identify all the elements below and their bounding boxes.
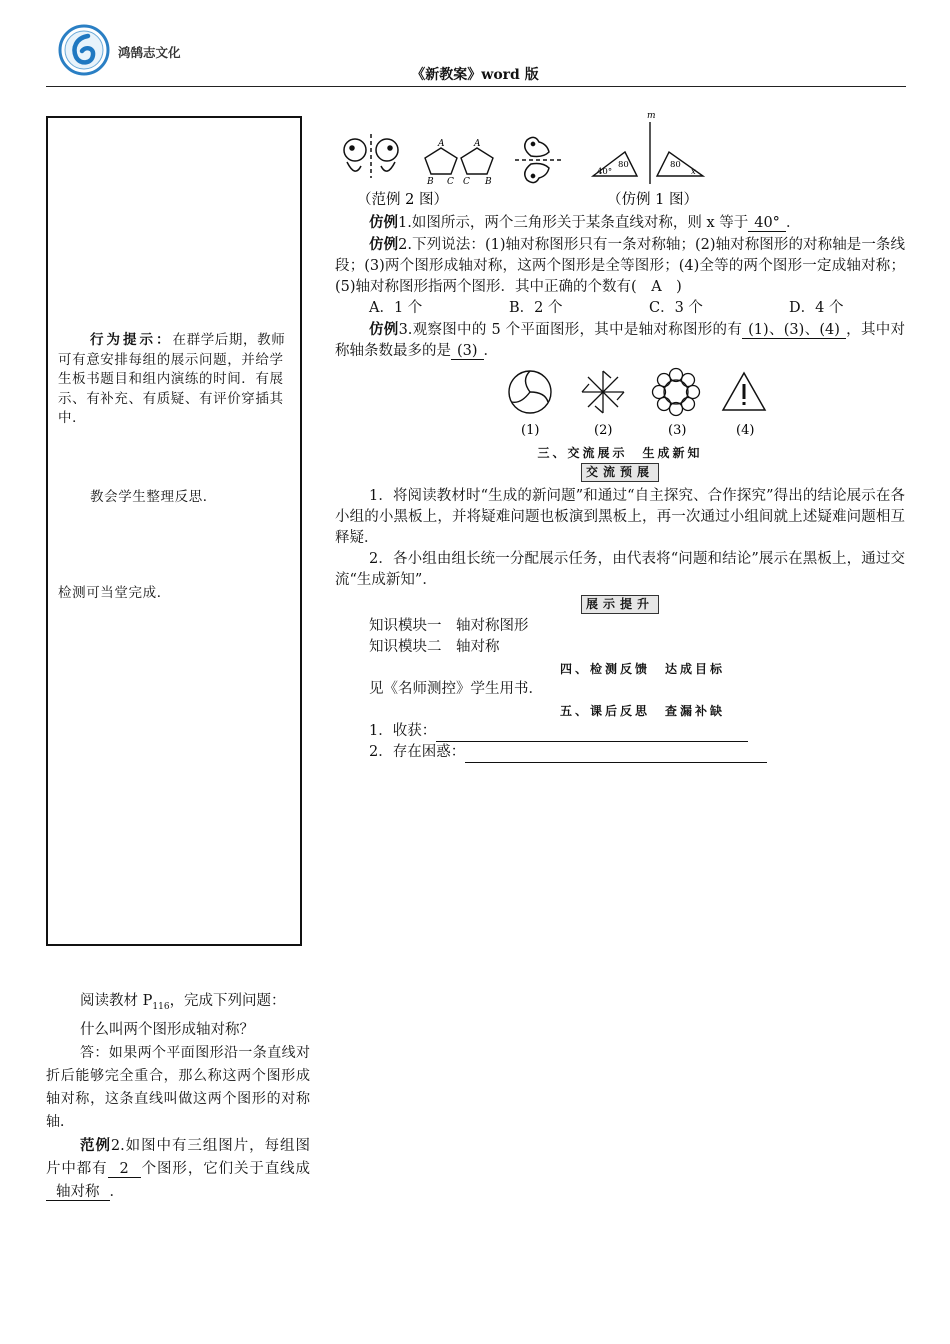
teaching-tips-box [46,116,302,946]
pinwheel-icon [582,371,624,413]
gain-label: 1．收获： [369,723,437,739]
exercise-text: ，其中对称轴条数最多的是 [335,322,906,359]
shape-caption: (4) [736,423,755,438]
pentagon-pair-icon [425,148,493,174]
doubt-line [335,742,905,763]
option-c: C．3 个 [649,300,703,316]
exercise-f3: 仿例3.观察图中的 5 个平面图形，其中是轴对称图形的有 (1)、(3)、(4) ，其中对称轴条数最多的是 (3) ． [335,321,906,359]
figure-caption: （范例 2 图） [357,192,448,208]
vertex-label: A [438,139,445,149]
answer-blank: 40° [748,215,786,232]
option-a: A．1 个 [369,300,423,316]
exercise-label: 仿例 [369,321,399,338]
option-b: B．2 个 [509,300,563,316]
vertex-label: B [485,177,492,187]
vertex-label: A [474,139,481,149]
warning-sign-icon [723,373,765,410]
angle-label: x [691,167,696,177]
exercise-text: 2.下列说法：(1)轴对称图形只有一条对称轴；(2)轴对称图形的对称轴是一条线段；(3)两个图形成轴对称，这两个图形是全等图形；(4)全等的两个图形一定成轴对称；(5)轴对称图形指两个图形．其中正确的个数有( A ) [335,237,905,295]
answer-blank: (1)、(3)、(4) [742,322,846,339]
exercise-text: 个图形，它们关于直线成 [140,1160,311,1177]
knowledge-module-2: 知识模块二 轴对称 [369,639,500,655]
vertex-label: C [447,177,454,187]
vertex-label: C [463,177,470,187]
example-figures [335,104,905,208]
exercise-text: 1.如图所示，两个三角形关于某条直线对称，则 x 等于 [398,215,749,231]
tip-text: 在群学后期，教师可有意安排每组的展示问题，并给学生板书题目和组内演练的时间．有展示、有补充、有质疑、有评价穿插其中． [58,332,286,426]
reading-instruction [46,990,310,1019]
header-divider [46,86,906,87]
behavior-tip [58,331,296,429]
reading-answer: 答：如果两个平面图形沿一条直线对折后能够完全重合，那么称这两个图形成轴对称，这条直线叫做这两个图形的对称轴． [46,1044,310,1130]
reflect-tip: 教会学生整理反思． [90,489,217,505]
answer-blank: 轴对称 [46,1184,110,1201]
shape-caption: (1) [521,423,540,438]
answer-blank: 2 [108,1161,141,1178]
paragraph-1: 1．将阅读教材时“生成的新问题”和通过“自主探究、合作探究”得出的结论展示在各小组的小黑板上，并将疑难问题也板演到黑板上，再一次通过小组间就上述疑难问题相互释疑． [335,488,905,546]
vertex-label: B [427,177,434,187]
option-d: D．4 个 [789,300,844,316]
brand-name: 鸿鹄志文化 [118,45,181,60]
gain-line [335,721,905,742]
angle-label: 80 [670,160,681,170]
page-number: 116 [152,1001,170,1012]
exercise-label: 仿例 [369,236,399,253]
document-title: 《新教案》word 版 [411,67,539,83]
exercise-f2 [335,234,905,298]
answer-blank: (3) [451,343,484,360]
plane-shapes-figure [335,362,905,438]
flower-icon [653,369,700,416]
doubt-blank[interactable] [465,762,767,763]
circle-trisected-icon [509,371,551,413]
exercise-text: 3.观察图中的 5 个平面图形，其中是轴对称图形的有 [398,322,743,338]
section-heading-4: 四、检测反馈 达成目标 [559,662,725,676]
section-heading-5: 五、课后反思 查漏补缺 [559,704,725,718]
figure-caption: （仿例 1 图） [607,192,698,208]
angle-label: 80 [618,160,629,170]
exercise-text: 2.如图中有三组图片，每组图片中都有 [46,1137,311,1177]
mirror-line-label: m [647,111,656,121]
reading-question: 什么叫两个图形成轴对称？ [80,1021,254,1038]
exercise-f1: 仿例1.如图所示，两个三角形关于某条直线对称，则 x 等于 40° ． [369,214,801,231]
example-2: 范例2.如图中有三组图片，每组图片中都有 2 个图形，它们关于直线成轴对称 ． [46,1136,311,1200]
tip-label: 行为提示： [90,332,173,348]
angle-label: 40° [597,167,613,177]
stamp-zhanshi: 展示提升 [581,595,659,614]
reading-text: ，完成下列问题： [169,993,286,1009]
exercise-label: 范例 [80,1136,111,1154]
main-column [335,104,905,763]
check-tip: 检测可当堂完成． [58,585,171,601]
section-heading-3: 三、交流展示 生成新知 [537,446,703,460]
exercise-label: 仿例 [369,214,398,231]
options-row [335,298,905,319]
stamp-jiaoliu: 交流预展 [581,463,659,482]
shape-caption: (3) [668,423,687,438]
knowledge-module-1: 知识模块一 轴对称图形 [369,618,529,634]
mirror-figure-pair-icon [344,134,398,178]
reading-text: 阅读教材 P [80,993,153,1009]
reading-section [46,990,310,1204]
paragraph-2: 2．各小组由组长统一分配展示任务，由代表将“问题和结论”展示在黑板上，通过交流“生成新知”． [335,551,905,588]
doubt-label: 2．存在困惑： [369,744,466,760]
see-book: 见《名师测控》学生用书． [369,681,543,697]
duck-reflection-icon [515,137,563,182]
shape-caption: (2) [594,423,613,438]
